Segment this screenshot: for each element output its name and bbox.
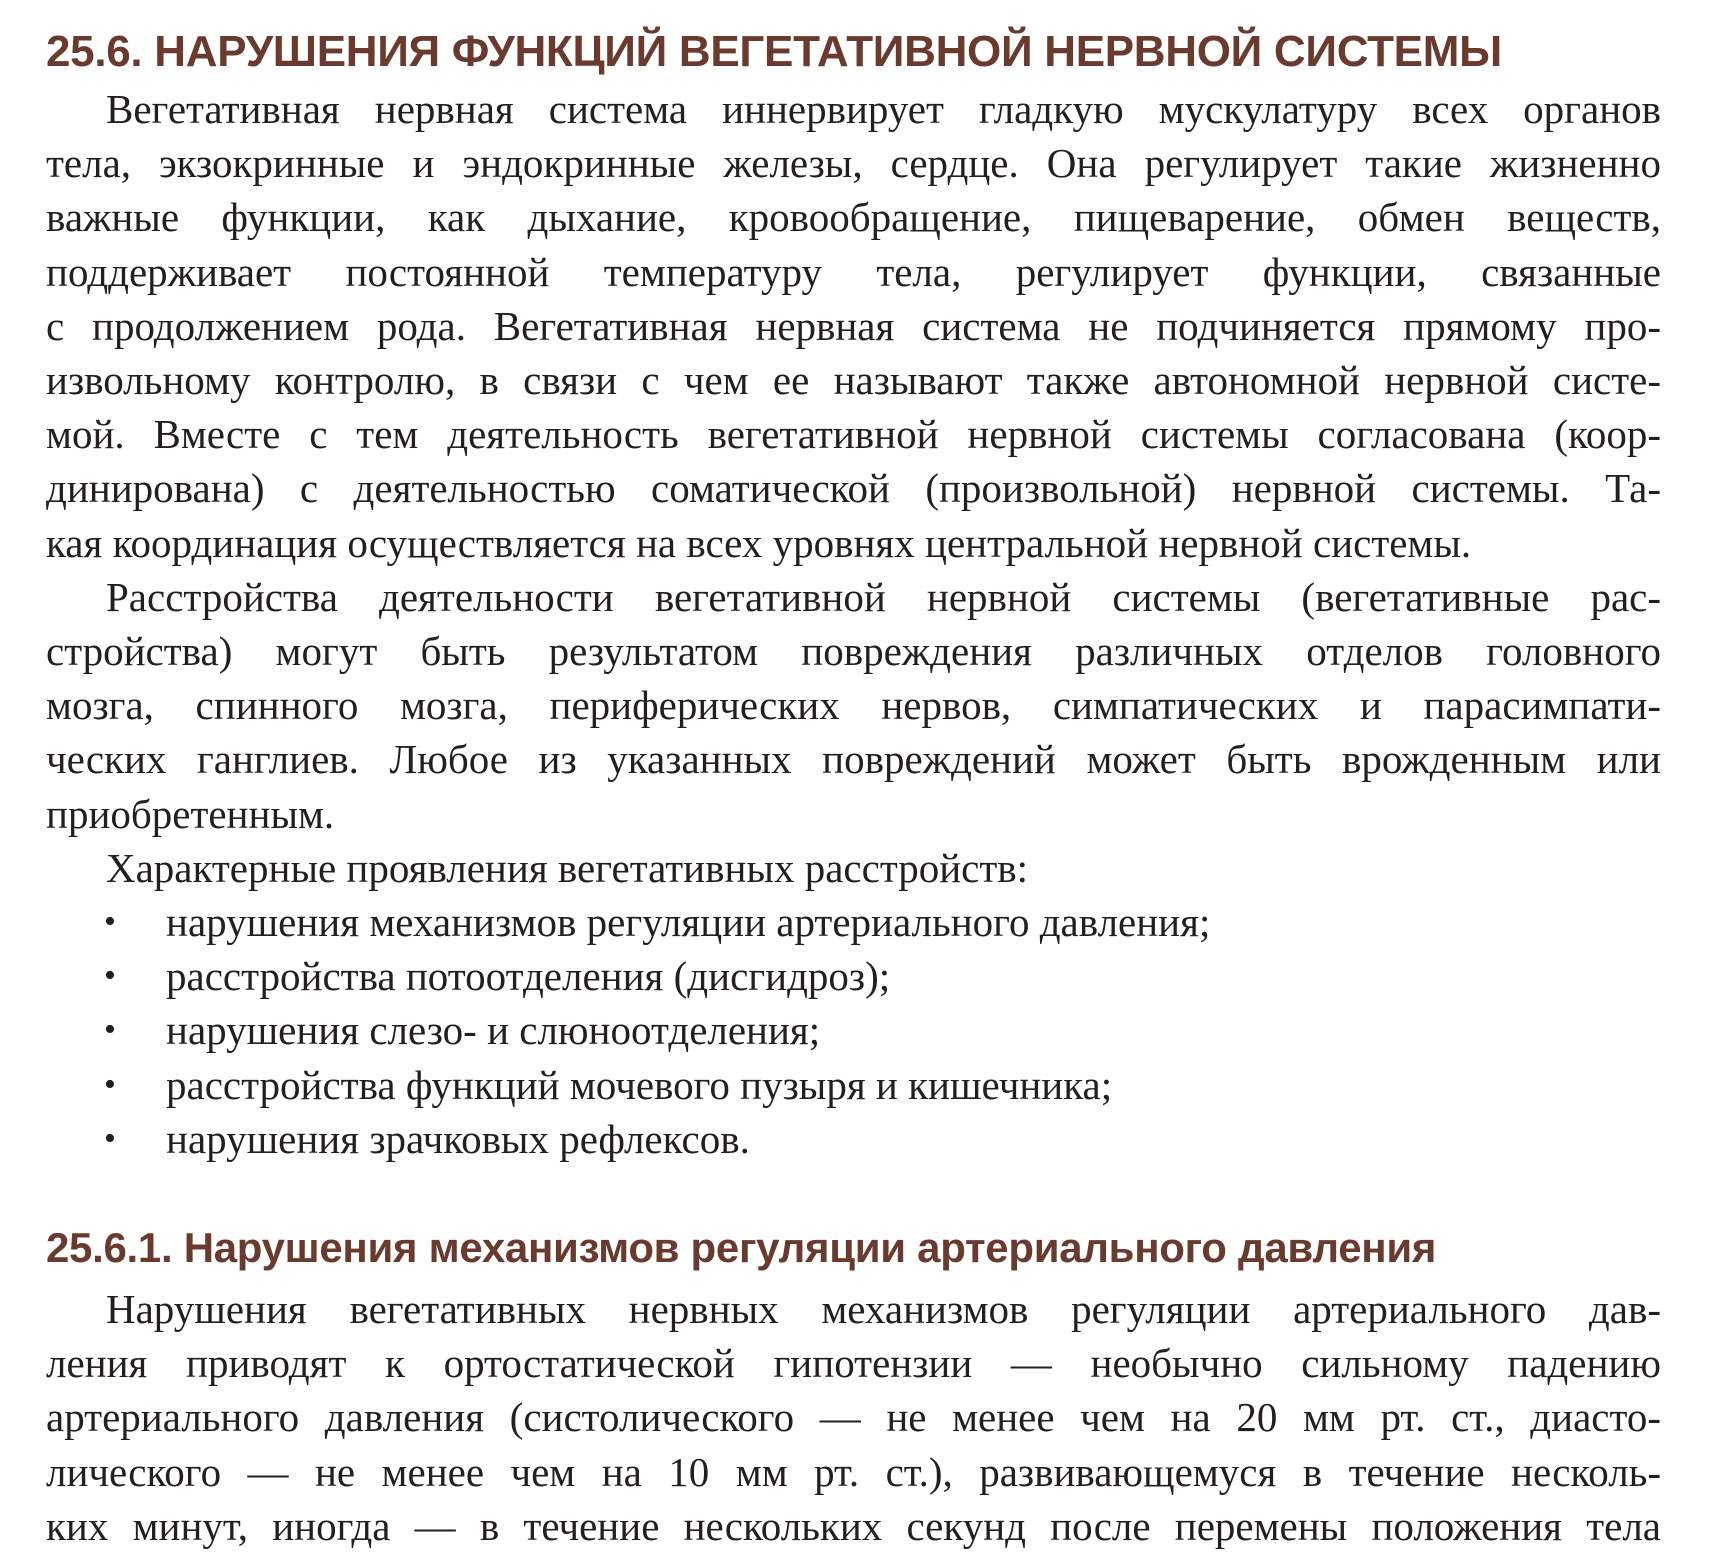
text-line: Вегетативная нервная система иннервирует гладкую мускулатуру всех органов	[106, 86, 1661, 132]
text-line: ческих ганглиев. Любое из указанных повреждений может быть врожденным или	[46, 736, 1661, 783]
text-line: Расстройства деятельности вегетативной нервной системы (вегетативные рас-	[106, 573, 1661, 620]
text-line: Нарушения вегетативных нервных механизмов регуляции артериального дав-	[106, 1286, 1661, 1333]
text-line: стройства) могут быть результатом повреждения различных отделов головного	[46, 628, 1661, 675]
text-line: кая координация осуществляется на всех уровнях центральной нервной системы.	[46, 519, 1472, 566]
bullet-icon: •	[104, 1119, 116, 1157]
text-line: тела, экзокринные и эндокринные железы, сердце. Она регулирует такие жизненно	[46, 140, 1661, 187]
list-item-text: расстройства функций мочевого пузыря и кишечника;	[166, 1061, 1113, 1108]
text-line: мой. Вместе с тем деятельность вегетативной нервной системы согласована (коор-	[46, 411, 1661, 458]
paragraph-3	[46, 1282, 1661, 1553]
bullet-icon: •	[104, 1065, 116, 1103]
paragraph-1	[46, 82, 1661, 570]
list-item	[46, 1003, 1661, 1057]
text-line: приобретенным.	[46, 790, 335, 837]
subsection-heading: 25.6.1. Нарушения механизмов регуляции артериального давления	[46, 1224, 1437, 1272]
list-item	[46, 949, 1661, 1003]
list-item-text: нарушения слезо- и слюноотделения;	[166, 1007, 821, 1054]
text-line: мозга, спинного мозга, периферических нервов, симпатических и парасимпати-	[46, 682, 1661, 729]
text-line: динирована) с деятельностью соматической (произвольной) нервной системы. Та-	[46, 465, 1661, 512]
text-line: важные функции, как дыхание, кровообращение, пищеварение, обмен веществ,	[46, 194, 1661, 241]
list-item-text: нарушения механизмов регуляции артериального давления;	[166, 899, 1211, 946]
text-line: артериального давления (систолического — не менее чем на 20 мм рт. ст., диасто-	[46, 1394, 1661, 1441]
text-line: ких минут, иногда — в течение нескольких секунд после перемены положения тела	[46, 1502, 1661, 1549]
list-item	[46, 1112, 1661, 1166]
list-item-text: нарушения зрачковых рефлексов.	[166, 1115, 750, 1162]
paragraph-2	[46, 570, 1661, 841]
bullet-icon: •	[104, 957, 116, 995]
text-line: ления приводят к ортостатической гипотензии — необычно сильному падению	[46, 1340, 1661, 1387]
list-item-text: расстройства потоотделения (дисгидроз);	[166, 953, 891, 1000]
bullet-icon: •	[104, 903, 116, 941]
symptoms-list	[46, 895, 1661, 1166]
text-line: извольному контролю, в связи с чем ее называют также автономной нервной систе-	[46, 357, 1661, 404]
list-item	[46, 895, 1661, 949]
section-heading: 25.6. НАРУШЕНИЯ ФУНКЦИЙ ВЕГЕТАТИВНОЙ НЕРВНОЙ СИСТЕМЫ	[46, 27, 1502, 76]
text-line: лического — не менее чем на 10 мм рт. ст.), развивающемуся в течение несколь-	[46, 1448, 1661, 1495]
text-line: с продолжением рода. Вегетативная нервная система не подчиняется прямому про-	[46, 302, 1661, 349]
bullet-icon: •	[104, 1011, 116, 1049]
list-item	[46, 1058, 1661, 1112]
text-line: поддерживает постоянной температуру тела, регулирует функции, связанные	[46, 248, 1661, 295]
list-intro: Характерные проявления вегетативных расстройств:	[106, 844, 1029, 891]
